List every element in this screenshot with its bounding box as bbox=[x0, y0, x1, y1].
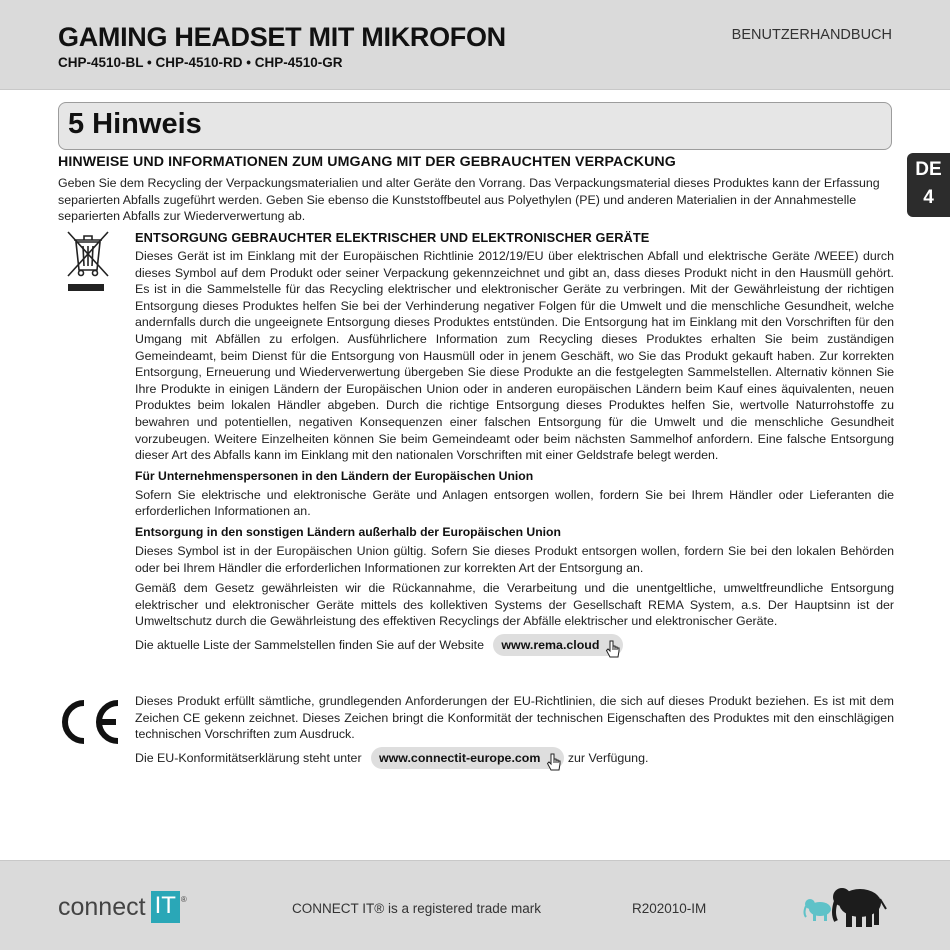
weee-heading: ENTSORGUNG GEBRAUCHTER ELEKTRISCHER UND ELEKTRONISCHER GERÄTE bbox=[135, 230, 650, 245]
weee-text: Dieses Gerät ist im Einklang mit der Europäischen Richtlinie 2012/19/EU über elektrischen Abfall und elektrische Geräte /WEEE) durch dieses Symbol auf dem Produkt oder seiner Verpackung gekennzeichnet und gibt an, dass dieses Produkt nicht in den Hausmüll gehört. Es ist in die Sammelstelle für das Recycling elektrischer und elektronischer Geräte zu verbringen. Mit der Gewährleistung der richtigen Entsorgung dieses Produktes helfen Sie bei der Verhinderung negativer Folgen für die Umwelt und die menschliche Gesundheit, welche andernfalls durch die ungeeignete Entsorgung dieses Produktes entstünden. Die Entsorgung hat im Einklang mit den Vorschriften für den Umgang mit Abfällen zu erfolgen. Ausführlichere Information zum Recycling dieses Produktes erhalten Sie beim zuständigen Gemeindeamt, beim Dienst für die Entsorgung von Hausmüll oder in jenem Geschäft, wo Sie das Produkt gekauft haben. Zur korrekten Entsorgung, Erneuerung und Wiederverwertung übergeben Sie diese Produkte an die festgelegten Sammelstellen. Alternativ können Sie Ihre Produkte in einigen Ländern der Europäischen Union oder in anderen europäischen Ländern beim Kauf eines äquivalenten, neuen Produktes beim lokalen Händler abgeben. Durch die richtige Entsorgung dieses Produktes helfen Sie, wertvolle Naturrohstoffe zu bewahren und potentiellen, negativen Konsequenzen einer falschen Entsorgung für die Umwelt und die menschliche Gesundheit vorzubeugen. Weitere Einzelheiten können Sie beim Gemeindeamt oder beim nächsten Sammelhof anfordern. Eine falsche Entsorgung dieser Art des Abfalls kann im Einklang mit den nationalen Vorschriften mit einer Geldstrafe belegt werden. bbox=[135, 249, 894, 463]
weee-section bbox=[58, 230, 894, 659]
connectit-link-text[interactable]: www.connectit-europe.com bbox=[379, 750, 541, 765]
connectit-link[interactable] bbox=[371, 747, 564, 770]
collection-list-text: Die aktuelle Liste der Sammelstellen finden Sie auf der Website bbox=[135, 637, 484, 652]
non-eu-text: Dieses Symbol ist in der Europäischen Union gültig. Sofern Sie dieses Produkt entsorgen wollen, fordern Sie bei den lokalen Behörden oder bei Ihrem Händler die erforderlichen Informationen zur korrekten Art der Entsorgung an. bbox=[135, 543, 894, 575]
rema-link[interactable] bbox=[493, 634, 623, 657]
page-footer bbox=[0, 860, 950, 950]
language-code: DE bbox=[915, 159, 942, 180]
packaging-section bbox=[58, 154, 894, 225]
rema-link-text[interactable]: www.rema.cloud bbox=[501, 637, 600, 652]
page-number: 4 bbox=[923, 187, 934, 208]
product-title: GAMING HEADSET MIT MIKROFON bbox=[58, 22, 506, 52]
ce-section bbox=[58, 693, 894, 772]
law-text: Gemäß dem Gesetz gewährleisten wir die Rückannahme, die Verarbeitung und die unentgeltliche, umweltfreundliche Entsorgung elektrischer und elektronischer Geräte mittels des kollektiven Systems der Gesellschaft REMA System, a.s. Der Hauptsinn ist der Umweltschutz durch die Gewährleistung des effektiven Recyclings der Abfälle elektrischer und elektronischer Geräte. bbox=[135, 581, 894, 629]
ce-mark-icon bbox=[58, 699, 124, 745]
eu-business-heading: Für Unternehmenspersonen in den Ländern der Europäischen Union bbox=[135, 468, 534, 483]
elephant-logo-icon bbox=[800, 879, 892, 931]
non-eu-heading: Entsorgung in den sonstigen Ländern außerhalb der Europäischen Union bbox=[135, 524, 561, 539]
page-header bbox=[0, 0, 950, 90]
document-reference: R202010-IM bbox=[632, 901, 707, 916]
model-numbers: CHP-4510-BL • CHP-4510-RD • CHP-4510-GR bbox=[58, 55, 343, 70]
brand-word: connect bbox=[58, 892, 146, 921]
language-tab bbox=[907, 153, 950, 217]
document-type: BENUTZERHANDBUCH bbox=[731, 27, 892, 43]
brand-registered-mark: ® bbox=[180, 894, 187, 904]
packaging-heading: HINWEISE UND INFORMATIONEN ZUM UMGANG MIT DER GEBRAUCHTEN VERPACKUNG bbox=[58, 154, 676, 170]
section-heading-box bbox=[58, 102, 892, 150]
declaration-suffix: zur Verfügung. bbox=[567, 750, 649, 765]
packaging-text: Geben Sie dem Recycling der Verpackungsmaterialien und alter Geräte den Vorrang. Das Verpackungsmaterial dieses Produktes kann der Erfassung separierten Abfalls zugeführt werden. Geben Sie ebenso die Kunststoffbeutel aus Polyethylen (PE) und anderen Materialien in der Annahmestelle separierten Abfalls zur Wiederverwertung ab. bbox=[58, 176, 880, 224]
ce-text: Dieses Produkt erfüllt sämtliche, grundlegenden Anforderungen der EU-Richtlinien, die sich auf dieses Produkt beziehen. Es ist mit dem Zeichen CE gekenn zeichnet. Dieses Zeichen bringt die Konformität der technischen Eigenschaften des Produktes mit den einschlägigen technischen Vorschriften zum Ausdruck. bbox=[135, 694, 894, 742]
section-title: 5 Hinweis bbox=[68, 108, 202, 140]
crossed-bin-icon bbox=[64, 230, 112, 294]
collection-list-line bbox=[135, 634, 894, 657]
brand-logo bbox=[58, 891, 187, 923]
eu-business-text: Sofern Sie elektrische und elektronische Geräte und Anlagen entsorgen wollen, fordern Sie bei Ihrem Händler oder Lieferanten die erforderlichen Informationen an. bbox=[135, 487, 894, 519]
pointer-hand-icon bbox=[605, 640, 621, 660]
declaration-line bbox=[135, 747, 894, 770]
declaration-prefix: Die EU-Konformitätserklärung steht unter bbox=[135, 750, 362, 765]
brand-it-badge: IT bbox=[151, 891, 180, 923]
trademark-notice: CONNECT IT® is a registered trade mark bbox=[292, 901, 542, 916]
pointer-hand-icon bbox=[546, 753, 562, 773]
